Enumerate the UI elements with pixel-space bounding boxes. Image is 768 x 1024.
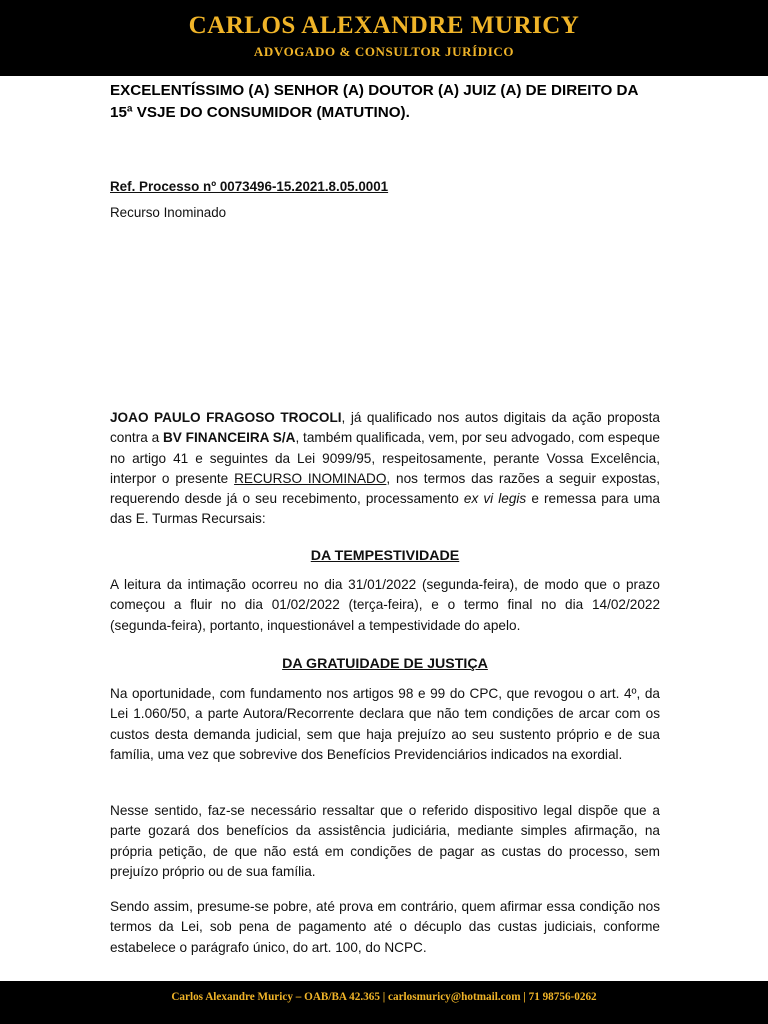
footer-contact xyxy=(0,991,768,1003)
gratuidade-paragraph-1: Na oportunidade, com fundamento nos artigos 98 e 99 do CPC, que revogou o art. 4º, da Lei 1.060/50, a parte Autora/Recorrente declara que não tem condições de arcar com os custos desta demanda judicial, sem que haja prejuízo ao seu sustento próprio e de sua família, uma vez que sobrevive dos Benefícios Previdenciários indicados na exordial. xyxy=(110,686,660,762)
party-name: JOAO PAULO FRAGOSO TROCOLI xyxy=(110,410,342,425)
recurso-label: RECURSO INOMINADO xyxy=(234,470,387,486)
latin-expression: ex vi legis xyxy=(463,491,527,507)
intro-text-d: e remessa para uma das E. Turmas Recursais: xyxy=(110,491,660,527)
intro-text-c: , nos termos das razões a seguir expostas, requerendo desde já o seu recebimento, processamento xyxy=(110,470,660,507)
section-heading-gratuidade: DA GRATUIDADE DE JUSTIÇA xyxy=(282,656,488,672)
lawyer-name: CARLOS ALEXANDRE MURICY xyxy=(188,12,580,39)
footer-name: Carlos Alexandre Muricy – OAB/BA 42.365 xyxy=(171,991,380,1003)
intro-text-b: , também qualificada, vem, por seu advogado, com espeque no artigo 41 e seguintes da Lei 9099/95, respeitosamente, perante Vossa Excelência, interpor o presente xyxy=(110,430,660,486)
footer-phone: 71 98756-0262 xyxy=(528,991,597,1003)
intro-text-a: , já qualificado nos autos digitais da ação proposta contra a xyxy=(110,410,660,446)
gratuidade-paragraph-3: Sendo assim, presume-se pobre, até prova em contrário, quem afirmar essa condição nos termos da Lei, sob pena de pagamento até o décuplo das custas judiciais, conforme estabelece o parágrafo único, do art. 100, do NCPC. xyxy=(110,899,660,955)
process-reference: Ref. Processo nº 0073496-15.2021.8.05.0001 xyxy=(110,179,389,194)
footer-email[interactable]: carlosmuricy@hotmail.com xyxy=(388,991,521,1003)
tempestividade-paragraph: A leitura da intimação ocorreu no dia 31/01/2022 (segunda-feira), de modo que o prazo começou a fluir no dia 01/02/2022 (terça-feira), e o termo final no dia 14/02/2022 (segunda-feira), portanto, inquestionável a tempestividade do apelo. xyxy=(110,577,660,633)
addressee-heading: EXCELENTÍSSIMO (A) SENHOR (A) DOUTOR (A) JUIZ (A) DE DIREITO DA 15ª VSJE DO CONSUMIDOR (MATUTINO). xyxy=(110,82,638,121)
footer-separator: | xyxy=(379,991,389,1003)
footer-separator: | xyxy=(520,991,529,1003)
intro-paragraph xyxy=(110,408,660,530)
appeal-type: Recurso Inominado xyxy=(110,205,227,220)
section-heading-tempestividade: DA TEMPESTIVIDADE xyxy=(310,548,460,564)
letterhead-header xyxy=(0,0,768,76)
letterhead-footer xyxy=(0,981,768,1024)
lawyer-title: ADVOGADO & CONSULTOR JURÍDICO xyxy=(253,44,515,59)
opponent-name: BV FINANCEIRA S/A xyxy=(162,430,296,446)
gratuidade-paragraph-2: Nesse sentido, faz-se necessário ressaltar que o referido dispositivo legal dispõe que a parte gozará dos benefícios da assistência judiciária, mediante simples afirmação, na própria petição, de que não está em condições de pagar as custas do processo, sem prejuízo próprio ou de sua família. xyxy=(110,803,660,879)
